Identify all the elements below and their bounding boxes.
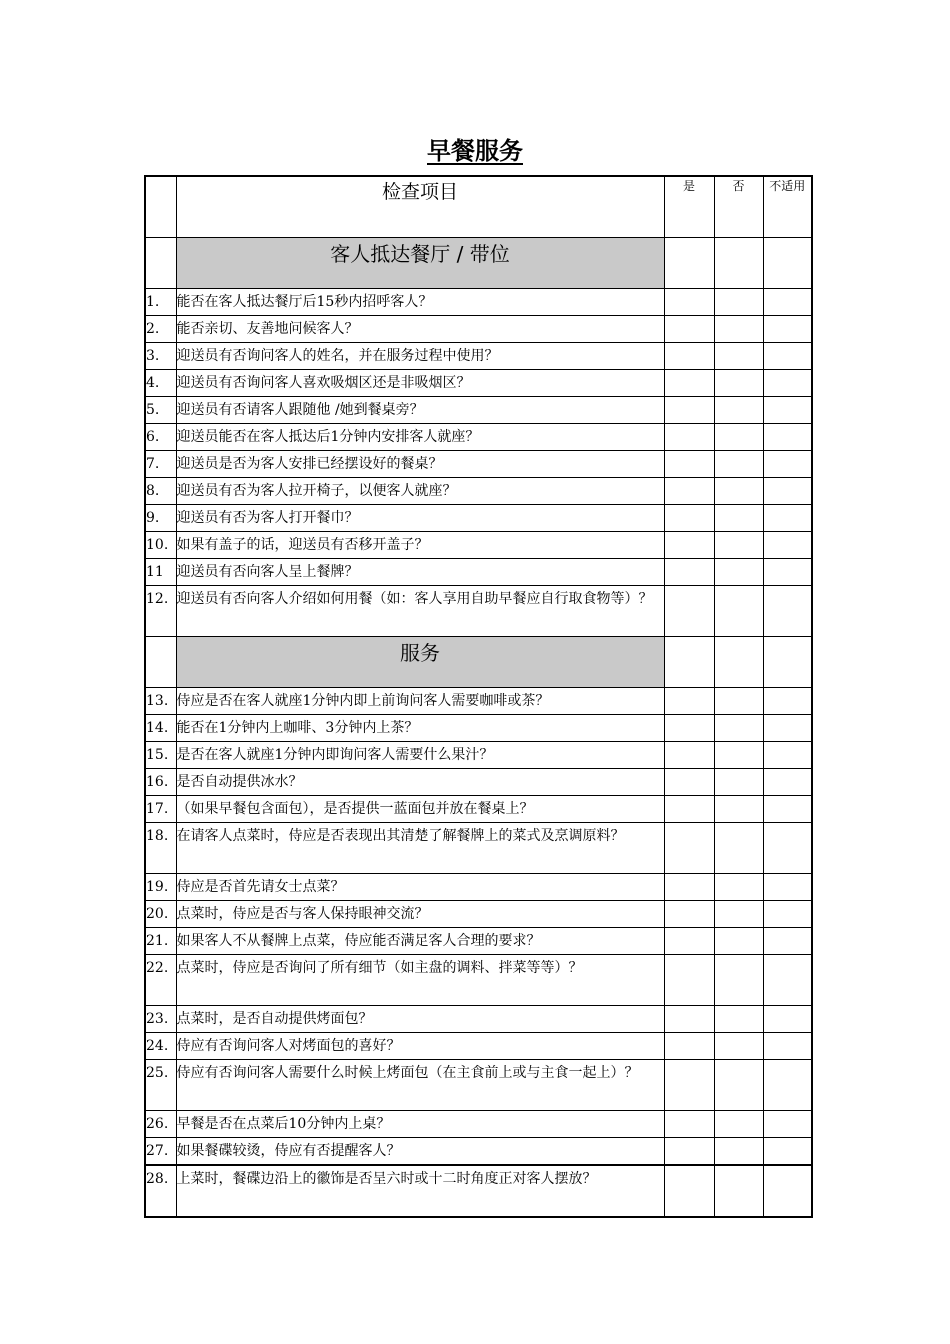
check-cell-no[interactable]: [714, 901, 763, 928]
checklist-table: [144, 175, 813, 1218]
checklist-row: [145, 343, 812, 370]
item-number: 9.: [145, 505, 176, 532]
check-cell-yes[interactable]: [664, 1165, 714, 1217]
check-cell-no[interactable]: [714, 397, 763, 424]
check-cell-yes[interactable]: [664, 532, 714, 559]
header-num-cell: [145, 176, 176, 238]
check-cell-no[interactable]: [714, 478, 763, 505]
check-cell-na[interactable]: [763, 370, 812, 397]
item-number: 14.: [145, 715, 176, 742]
item-number: 6.: [145, 424, 176, 451]
section-num-cell: [145, 238, 176, 289]
check-cell-no[interactable]: [714, 289, 763, 316]
check-cell-na[interactable]: [763, 955, 812, 1006]
item-text: 能否在1分钟内上咖啡、3分钟内上茶？: [176, 715, 664, 742]
check-cell-no[interactable]: [714, 769, 763, 796]
checklist-row: [145, 289, 812, 316]
check-cell-yes[interactable]: [664, 1138, 714, 1166]
header-yes: 是: [664, 176, 714, 238]
section-na-cell: [763, 238, 812, 289]
check-cell-yes[interactable]: [664, 874, 714, 901]
item-number: 27.: [145, 1138, 176, 1166]
checklist-row: [145, 451, 812, 478]
checklist-row: [145, 586, 812, 637]
item-number: 22.: [145, 955, 176, 1006]
check-cell-yes[interactable]: [664, 424, 714, 451]
item-number: 13.: [145, 688, 176, 715]
check-cell-na[interactable]: [763, 742, 812, 769]
check-cell-yes[interactable]: [664, 715, 714, 742]
check-cell-na[interactable]: [763, 478, 812, 505]
item-text: 迎送员有否为客人打开餐巾？: [176, 505, 664, 532]
check-cell-no[interactable]: [714, 586, 763, 637]
check-cell-no[interactable]: [714, 451, 763, 478]
item-text: 如果餐碟较烫，侍应有否提醒客人？: [176, 1138, 664, 1166]
check-cell-no[interactable]: [714, 559, 763, 586]
check-cell-yes[interactable]: [664, 586, 714, 637]
check-cell-no[interactable]: [714, 1060, 763, 1111]
checklist-row: [145, 397, 812, 424]
check-cell-no[interactable]: [714, 316, 763, 343]
check-cell-yes[interactable]: [664, 478, 714, 505]
item-text: 在请客人点菜时，侍应是否表现出其清楚了解餐牌上的菜式及烹调原料？: [176, 823, 664, 874]
item-text: 上菜时，餐碟边沿上的徽饰是否呈六时或十二时角度正对客人摆放？: [176, 1165, 664, 1217]
check-cell-yes[interactable]: [664, 1060, 714, 1111]
section-yes-cell: [664, 637, 714, 688]
check-cell-yes[interactable]: [664, 955, 714, 1006]
item-text: 迎送员有否询问客人的姓名，并在服务过程中使用？: [176, 343, 664, 370]
item-number: 15.: [145, 742, 176, 769]
item-text: 迎送员有否为客人拉开椅子，以便客人就座？: [176, 478, 664, 505]
item-number: 2.: [145, 316, 176, 343]
item-number: 3.: [145, 343, 176, 370]
check-cell-yes[interactable]: [664, 823, 714, 874]
check-cell-no[interactable]: [714, 532, 763, 559]
check-cell-na[interactable]: [763, 823, 812, 874]
item-number: 23.: [145, 1006, 176, 1033]
check-cell-yes[interactable]: [664, 343, 714, 370]
check-cell-yes[interactable]: [664, 1111, 714, 1138]
item-text: 侍应是否在客人就座1分钟内即上前询问客人需要咖啡或茶？: [176, 688, 664, 715]
item-text: 迎送员有否请客人跟随他 /她到餐桌旁？: [176, 397, 664, 424]
checklist-row: [145, 1138, 812, 1166]
check-cell-yes[interactable]: [664, 1033, 714, 1060]
checklist-row: [145, 1165, 812, 1217]
checklist-row: [145, 1060, 812, 1111]
section-yes-cell: [664, 238, 714, 289]
item-number: 19.: [145, 874, 176, 901]
check-cell-no[interactable]: [714, 928, 763, 955]
checklist-row: [145, 769, 812, 796]
check-cell-no[interactable]: [714, 1138, 763, 1166]
checklist-row: [145, 796, 812, 823]
check-cell-yes[interactable]: [664, 901, 714, 928]
check-cell-no[interactable]: [714, 955, 763, 1006]
check-cell-na[interactable]: [763, 424, 812, 451]
check-cell-na[interactable]: [763, 901, 812, 928]
section-num-cell: [145, 637, 176, 688]
checklist-row: [145, 688, 812, 715]
check-cell-yes[interactable]: [664, 742, 714, 769]
checklist-row: [145, 1006, 812, 1033]
section-no-cell: [714, 637, 763, 688]
check-cell-na[interactable]: [763, 505, 812, 532]
check-cell-na[interactable]: [763, 316, 812, 343]
check-cell-no[interactable]: [714, 505, 763, 532]
item-text: 迎送员能否在客人抵达后1分钟内安排客人就座？: [176, 424, 664, 451]
item-text: 点菜时，侍应是否询问了所有细节（如主盘的调料、拌菜等等）？: [176, 955, 664, 1006]
check-cell-no[interactable]: [714, 688, 763, 715]
item-number: 16.: [145, 769, 176, 796]
item-text: 如果有盖子的话，迎送员有否移开盖子？: [176, 532, 664, 559]
check-cell-na[interactable]: [763, 532, 812, 559]
header-row: [145, 176, 812, 238]
check-cell-na[interactable]: [763, 796, 812, 823]
check-cell-no[interactable]: [714, 1165, 763, 1217]
check-cell-yes[interactable]: [664, 796, 714, 823]
checklist-row: [145, 874, 812, 901]
checklist-row: [145, 955, 812, 1006]
item-text: 能否在客人抵达餐厅后15秒内招呼客人？: [176, 289, 664, 316]
checklist-row: [145, 928, 812, 955]
checklist-row: [145, 823, 812, 874]
check-cell-yes[interactable]: [664, 451, 714, 478]
check-cell-no[interactable]: [714, 1033, 763, 1060]
item-text: 是否在客人就座1分钟内即询问客人需要什么果汁？: [176, 742, 664, 769]
check-cell-na[interactable]: [763, 1033, 812, 1060]
checklist-row: [145, 478, 812, 505]
check-cell-na[interactable]: [763, 1111, 812, 1138]
check-cell-yes[interactable]: [664, 370, 714, 397]
item-number: 12.: [145, 586, 176, 637]
check-cell-no[interactable]: [714, 715, 763, 742]
check-cell-yes[interactable]: [664, 688, 714, 715]
check-cell-yes[interactable]: [664, 559, 714, 586]
check-cell-yes[interactable]: [664, 769, 714, 796]
item-text: 迎送员是否为客人安排已经摆设好的餐桌？: [176, 451, 664, 478]
item-number: 21.: [145, 928, 176, 955]
check-cell-na[interactable]: [763, 874, 812, 901]
item-number: 11: [145, 559, 176, 586]
check-cell-yes[interactable]: [664, 316, 714, 343]
checklist-row: [145, 559, 812, 586]
item-text: 侍应是否首先请女士点菜？: [176, 874, 664, 901]
check-cell-na[interactable]: [763, 289, 812, 316]
check-cell-no[interactable]: [714, 874, 763, 901]
item-text: 能否亲切、友善地问候客人？: [176, 316, 664, 343]
item-text: 迎送员有否向客人介绍如何用餐（如：客人享用自助早餐应自行取食物等）？: [176, 586, 664, 637]
item-text: 迎送员有否向客人呈上餐牌？: [176, 559, 664, 586]
item-number: 28.: [145, 1165, 176, 1217]
check-cell-yes[interactable]: [664, 1006, 714, 1033]
check-cell-na[interactable]: [763, 1060, 812, 1111]
section-no-cell: [714, 238, 763, 289]
check-cell-no[interactable]: [714, 370, 763, 397]
check-cell-na[interactable]: [763, 586, 812, 637]
check-cell-na[interactable]: [763, 1138, 812, 1166]
section-na-cell: [763, 637, 812, 688]
check-cell-na[interactable]: [763, 397, 812, 424]
item-text: 是否自动提供冰水？: [176, 769, 664, 796]
check-cell-na[interactable]: [763, 769, 812, 796]
header-na: 不适用: [763, 176, 812, 238]
checklist-row: [145, 901, 812, 928]
checklist-row: [145, 532, 812, 559]
checklist-row: [145, 1111, 812, 1138]
check-cell-no[interactable]: [714, 343, 763, 370]
item-number: 24.: [145, 1033, 176, 1060]
checklist-row: [145, 742, 812, 769]
header-item: 检查项目: [176, 176, 664, 238]
check-cell-yes[interactable]: [664, 397, 714, 424]
item-number: 1.: [145, 289, 176, 316]
page-title: 早餐服务: [427, 137, 523, 165]
item-number: 20.: [145, 901, 176, 928]
check-cell-na[interactable]: [763, 451, 812, 478]
section-row: [145, 238, 812, 289]
item-text: 点菜时，是否自动提供烤面包？: [176, 1006, 664, 1033]
check-cell-yes[interactable]: [664, 289, 714, 316]
item-number: 17.: [145, 796, 176, 823]
check-cell-yes[interactable]: [664, 505, 714, 532]
section-row: [145, 637, 812, 688]
item-number: 26.: [145, 1111, 176, 1138]
header-no: 否: [714, 176, 763, 238]
item-number: 10.: [145, 532, 176, 559]
checklist-row: [145, 370, 812, 397]
check-cell-na[interactable]: [763, 1006, 812, 1033]
item-number: 18.: [145, 823, 176, 874]
item-text: 点菜时，侍应是否与客人保持眼神交流？: [176, 901, 664, 928]
check-cell-no[interactable]: [714, 742, 763, 769]
checklist-row: [145, 505, 812, 532]
check-cell-na[interactable]: [763, 715, 812, 742]
check-cell-na[interactable]: [763, 928, 812, 955]
item-text: （如果早餐包含面包），是否提供一蓝面包并放在餐桌上？: [176, 796, 664, 823]
check-cell-no[interactable]: [714, 424, 763, 451]
item-number: 4.: [145, 370, 176, 397]
item-number: 7.: [145, 451, 176, 478]
item-text: 侍应有否询问客人对烤面包的喜好？: [176, 1033, 664, 1060]
check-cell-no[interactable]: [714, 1006, 763, 1033]
check-cell-na[interactable]: [763, 559, 812, 586]
check-cell-na[interactable]: [763, 343, 812, 370]
item-text: 迎送员有否询问客人喜欢吸烟区还是非吸烟区？: [176, 370, 664, 397]
section-title: 客人抵达餐厅 / 带位: [176, 238, 664, 289]
section-title: 服务: [176, 637, 664, 688]
checklist-row: [145, 316, 812, 343]
check-cell-no[interactable]: [714, 823, 763, 874]
item-number: 5.: [145, 397, 176, 424]
item-number: 25.: [145, 1060, 176, 1111]
item-text: 早餐是否在点菜后10分钟内上桌？: [176, 1111, 664, 1138]
checklist-row: [145, 424, 812, 451]
item-text: 如果客人不从餐牌上点菜，侍应能否满足客人合理的要求？: [176, 928, 664, 955]
item-text: 侍应有否询问客人需要什么时候上烤面包（在主食前上或与主食一起上）？: [176, 1060, 664, 1111]
checklist-row: [145, 715, 812, 742]
check-cell-na[interactable]: [763, 1165, 812, 1217]
check-cell-yes[interactable]: [664, 928, 714, 955]
item-number: 8.: [145, 478, 176, 505]
check-cell-na[interactable]: [763, 688, 812, 715]
check-cell-no[interactable]: [714, 1111, 763, 1138]
check-cell-no[interactable]: [714, 796, 763, 823]
checklist-row: [145, 1033, 812, 1060]
